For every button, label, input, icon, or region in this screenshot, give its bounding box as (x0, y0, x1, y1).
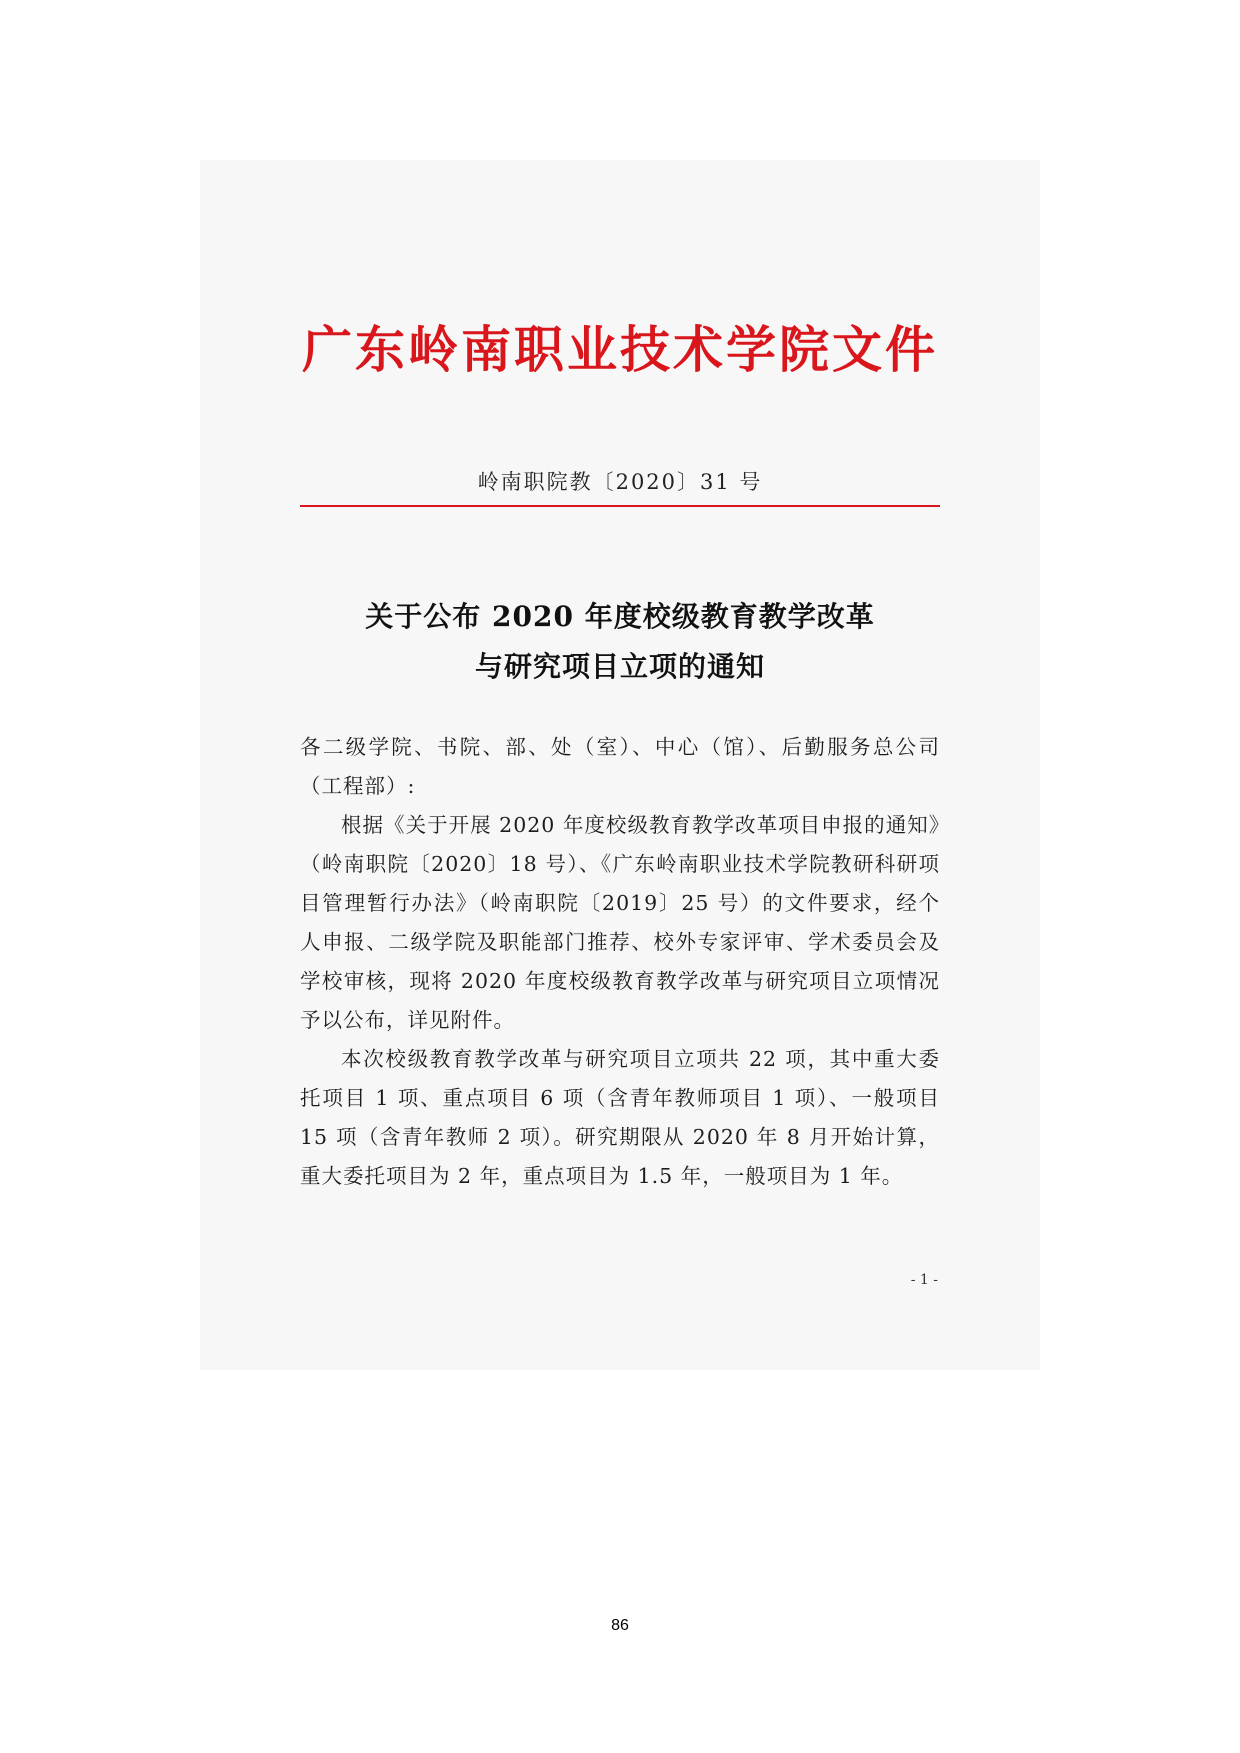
body-paragraph-1: 根据《关于开展 2020 年度校级教育教学改革项目申报的通知》（岭南职院〔2020〕18 号）、《广东岭南职业技术学院教研科研项目管理暂行办法》（岭南职院〔2019〕25 号）的文件要求，经个人申报、二级学院及职能部门推荐、校外专家评审、学术委员会及学校审核，现将 2020 年度校级教育教学改革与研究项目立项情况予以公布，详见附件。 (300, 813, 940, 1032)
notice-title (200, 592, 1040, 692)
scanned-document-page (200, 160, 1040, 1370)
notice-title-line-2: 与研究项目立项的通知 (474, 650, 765, 683)
notice-body (300, 728, 940, 1196)
document-header-title: 广东岭南职业技术学院文件 (302, 320, 938, 379)
scan-page-number: - 1 - (910, 1272, 938, 1288)
salutation: 各二级学院、书院、部、处（室）、中心（馆）、后勤服务总公司（工程部）: (300, 735, 940, 798)
notice-title-line-1: 关于公布 2020 年度校级教育教学改革 (365, 600, 875, 633)
document-number: 岭南职院教〔2020〕31 号 (477, 470, 763, 494)
body-paragraph-2: 本次校级教育教学改革与研究项目立项共 22 项，其中重大委托项目 1 项、重点项目 6 项（含青年教师项目 1 项）、一般项目 15 项（含青年教师 2 项）。研究期限从 2020 年 8 月开始计算，重大委托项目为 2 年，重点项目为 1.5 年，一般项目为 1 年。 (300, 1047, 940, 1188)
page-number: 86 (611, 1617, 629, 1634)
header-red-rule (300, 505, 940, 507)
